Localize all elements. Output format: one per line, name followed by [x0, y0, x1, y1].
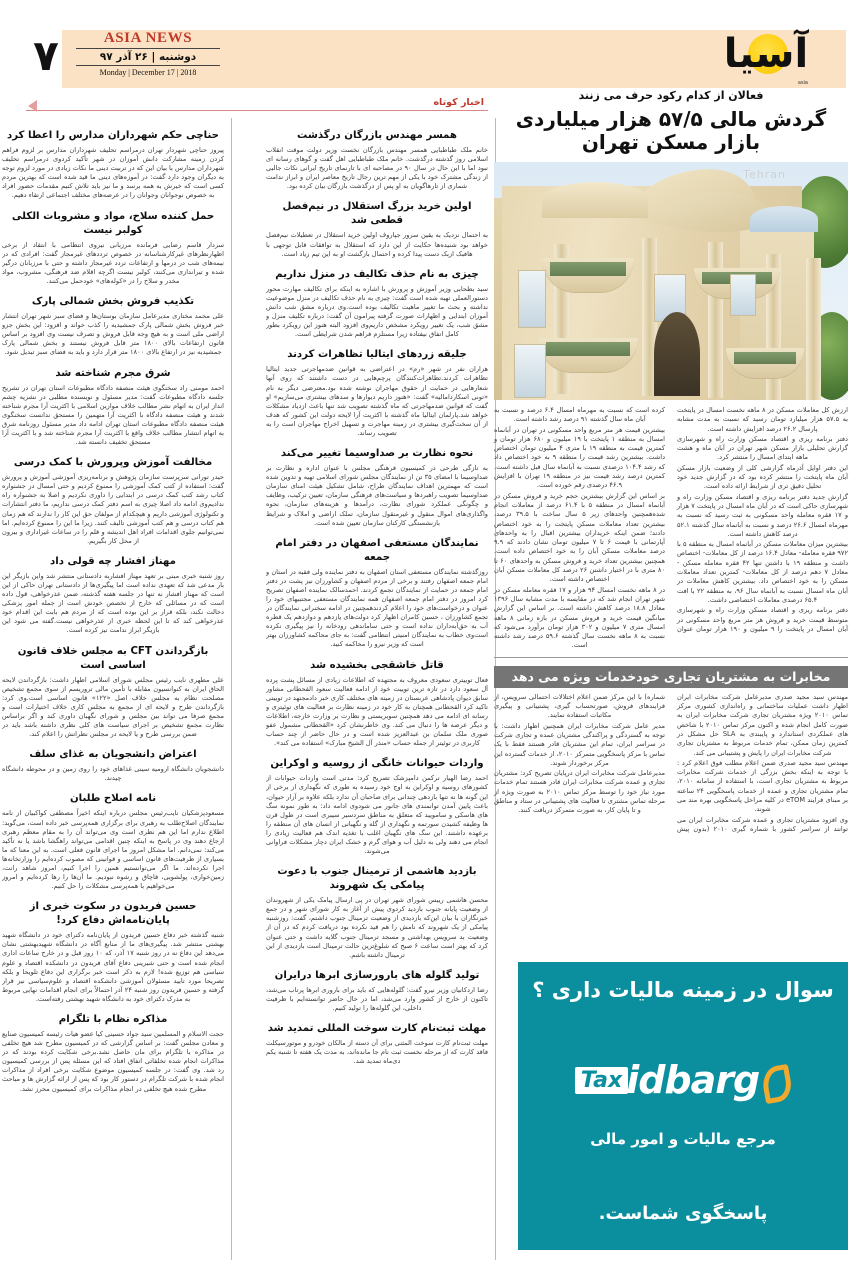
masthead-divider-bottom: [76, 65, 220, 66]
short-news-headline[interactable]: اعتراض دانشجویان به غذای سلف: [29, 749, 197, 761]
butterfly-leaf-icon: [761, 1060, 791, 1100]
ad-brand-name: idbarg: [626, 1058, 760, 1102]
short-news-headline[interactable]: مخالفت آموزش وپرورش با کمک درسی: [13, 457, 213, 469]
short-news-label: اخبار کوتاه: [427, 97, 488, 108]
short-news-body: شنبه گذشته خبر دفاع حسین فریدون از پایان‌نامه دکترای خود در دانشگاه شهید بهشتی منتشر شد. پیگیری‌های ما از منابع آگاه در دانشگاه شهیدبهشتی نشان می‌دهد این دفاع نه در روز شنبه ۱۷ آذر، که ۱۰ روز قبل و در خارج ساعات اداری انجام شده است و حتی شیرینی دفاع آقای فریدون در دانشکده اقتصاد و علوم سیاسی هم توزیع شده! لازم به ذکر است خبر برگزاری این دفاع تلویحا و بلکه تصریحا مورد تایید مسئولان آموزشی دانشکده اقتصاد و علوم‌سیاسی نیز قرار گرفته و حسین فریدون روز شنبه ۲۴ آذر احتمالاً برای انجام اقدامات نهایی مربوط به مدرک دکترای خود به دانشگاه شهید بهشتی رفته‌است.: [2, 931, 224, 1003]
short-news-headline[interactable]: جلیقه زردهای ایتالیا تظاهرات کردند: [287, 349, 467, 361]
page-number: ۷: [33, 31, 59, 80]
telecom-paragraph: وی افزود مشتریان تجاری و عمده شرکت مخابرات ایران می توانند از سراسر کشور با شماره گیری ۲۰۱۰ (بدون پیش شماره) با این مرکز ضمن اعلام اختلالات احتمالی سرویس، از فرایندهای فروش، صورتحساب گیری، پشتیبانی و پیگیری مکاتبات استفاده نمایند.: [494, 692, 848, 833]
masthead-info: [68, 30, 228, 79]
ad-brand-suffix: Tax: [575, 1067, 628, 1094]
short-news-headline[interactable]: مهناز افشار چه قولی داد: [50, 555, 176, 567]
lead-paragraph: گزارش جدید دفتر برنامه ریزی و اقتصاد مسکن وزارت راه و شهرسازی حاکی است که در آبان ماه امسال در پایتخت ۷ هزار و ۱۷ فقره معامله واحد مسکونی به ثبت رسید که نسبت به مهرماه امسال ۲۶.۶ درصد و نسبت به آبانماه سال گذشته ۵۲.۱ درصد کاهش داشته است.: [677, 492, 849, 538]
short-news-body: رضا اردکانیان وزیر نیرو گفت: گلوله‌هایی که باید برای باروری ابرها پرتاب می‌شد، تاکنون از خارج از کشور وارد می‌شد، اما در حال حاضر توانسته‌ایم با ظرفیت داخلی، این گلوله‌ها را تولید کنیم.: [266, 985, 488, 1012]
balcony-glass-upper-left: [550, 262, 626, 276]
short-news-body: مهلت ثبت‌نام کارت سوخت المثنی برای آن دسته از مالکان خودرو و موتورسیکلت فاقد کارت که از مرحله نخست ثبت نام جا مانده‌اند، به مدت یک هفته تا شنبه یکم دی‌ماه تمدید شد.: [266, 1039, 488, 1066]
lead-paragraph: دفتر برنامه ریزی و اقتصاد مسکن وزارت راه و شهرسازی متوسط قیمت خرید و فروش هر متر مربع واحد مسکونی در آبان امسال در پایتخت را ۹ میلیون و ۱۹۰ هزار تومان عنوان کرده است که نسبت به مهرماه امسال ۶.۴ درصد و نسبت به آبان ماه سال گذشته ۹۱ درصد رشد داشته است.: [494, 406, 848, 633]
short-news-body: به تازگی طرحی در کمیسیون فرهنگی مجلس با عنوان اداره و نظارت بر صداوسیما با امضای ۳۵ تن از نمایندگان مجلس شورای اسلامی تهیه و تدوین شده است که مهمترین اهداف نمایندگان طراح، شامل تشکیل هیئت امنای سازمان صداوسیما تصویب راهبردها و سیاست‌های فرهنگی سازمان، تعیین ترکیب، وظایف و چگونگی عملکرد شورای نظارت، درآمدها و هزینه‌های سازمان، نحوه واگذاری‌های اموال منقول و غیرمنقول سازمان، تملک اراضی و املاک و شرایط بازنشستگی کارکنان سازمان تعیین شده است.: [266, 464, 488, 527]
short-news-body: دانشجویان دانشگاه ارومیه سینی غذاهای خود را روی زمین و در محوطه دانشگاه چیدند.: [2, 765, 224, 783]
short-news-headline[interactable]: چیزی به نام حذف تکالیف در منزل نداریم: [275, 268, 479, 280]
short-news-headline[interactable]: نمایندگان مستعفی اصفهان در دفتر امام جمعه: [275, 537, 479, 563]
short-news-headline[interactable]: اولین خرید بزرگ استقلال در نیم‌فصل قطعی شد: [282, 201, 472, 227]
short-news-body: سردار قاسم رضایی فرمانده مرزبانی نیروی انتظامی با انتقاد از برخی اظهارنظرهای غیرکارشناسانه در خصوص ترددهای غیرمجاز گفت: افرادی که در نیمه‌های شب در درمها و ارتفاعات تردد غیرمجاز داشته و حتی با مرزبانان درگیر شده و تیراندازی می‌کنند، کولبر نیست اگرچه اقلام ضد فرهنگی، مشروب، مواد مخدر و سلاح را در «کوله‌های» خودحمل می‌کنند.: [2, 240, 224, 285]
short-news-headline[interactable]: همسر مهندس بازرگان درگذشت: [297, 130, 457, 141]
entrance-arch: [654, 312, 700, 396]
issue-date-fa: دوشنبه | ۲۶ آذر ۹۷: [99, 51, 197, 63]
short-news-headline[interactable]: بازدید هاشمی از ترمینال جنوب با دعوت پیامکی یک شهروند: [277, 866, 477, 892]
short-news-headline[interactable]: حناچی حکم شهرداران مدارس را اعطا کرد: [6, 130, 220, 141]
ad-footer-text: پاسخگوی شماست.: [598, 1203, 768, 1224]
window-right-upper: [730, 274, 756, 316]
short-news-body: روزگذشته نمایندگان مستعفی استان اصفهان به دفتر نماینده ولی فقیه در استان و امام جمعه اصفهان رفتند و برخی از مردم اصفهان و کشاورزان نیز پشت در دفتر امام جمعه در حمایت از نمایندگان تجمع کردند. احمدسالک نماینده اصفهان تصریح کرد امروز در دفتر امام جمعه اصفهان همه نمایندگان مستعفی مجتبیهای خود را عنوان و درخواست‌های خود را اعلام کردند‌همچنین در ادامه سخنرانی نمایندگان در تجمع کشاورزان ، حسین کامران اظهار کرد دولت‌های یازدهم و دوازدهم یک قطره آب به حق‌آبه‌داران نداده است و حتی ساماندهی رودخانه را نیز پیگیری نکرده است‌وی خطاب به نمایندگان امنیتی انتظامی گفت: به جای محاکمه کشاورزان بهتر است که وزیر نیرو را محاکمه کنید.: [266, 567, 488, 649]
window-left-upper: [518, 270, 546, 328]
masthead: [0, 28, 866, 90]
lead-headline-line-2: بازار مسکن تهران: [581, 130, 761, 154]
lead-paragraph: در ۸ ماهه نخست امسال ۹۴ هزار و ۱۷ فقره معامله مسکن در شهر تهران انجام شد که در مقایسه با مدت مشابه سال ۱۳۹۶ معادل ۱۸.۸ درصد کاهش داشته است. بر اساس این گزارش میانگین قیمت خرید و فروش مسکن در بازه زمانی ۸ ماهه امسال متری ۷ میلیون و ۳۰۲ هزار تومان برآورد می‌شود که نسبت به ۸ ماهه نخست سال گذشته ۵۹.۶ درصد رشد داشته است.: [494, 585, 666, 650]
short-news-body: احمد رضا الهیار ترکمن دامپزشک تصریح کرد: مدتی است واردات حیوانات از کشورهای روسیه و اوکراین به اوج خود رسیده به طوری که نگهداری از برخی از این گونه ها نه تنها بازدهی چندانی برای صاحبان آن ندارد بلکه علاوه بر آزار حیوان، باعث پایین آمدن توانمندی های جانور می شود‌وی ادامه داد: به طور نمونه سگ های هاسکی و سامویید که متعلق به مناطق سردسیر سیبری است در طول قرن ها وظیفه کشیدن سورتمه و نگهداری از گله و نگهبانی از انسان های آن منطقه را برعهده داشتند. این سگ های نگهبان اغلب با تغذیه اندک هم فعالیت زیادی را انجام می دهند ولی به دلیل آب و هوای گرم و خشک ایران دچار مشکلات فراوانی می‌شوند.: [266, 774, 488, 856]
ad-tagline: مرجع مالیات و امور مالی: [590, 1130, 776, 1148]
logo-wordmark: آسیا: [723, 31, 809, 77]
advertisement-bidbarg-tax[interactable]: [518, 962, 848, 1250]
photo-watermark: Tehran: [743, 168, 786, 181]
short-news-headline[interactable]: حسین فریدون در سکوت خبری از پایان‌نامه‌اش دفاع کرد!: [29, 901, 197, 927]
lead-paragraph: ارزش کل معاملات مسکن در ۸ ماهه نخست امسال در پایتخت به ۵۷.۵ هزار میلیارد تومان رسید که نسبت به مدت مشابه پارسال ۲۶.۲ درصد افزایش داشته است.: [677, 406, 849, 433]
lead-paragraph: بر اساس این گزارش بیشترین حجم خرید و فروش مسکن در آبانماه امسال در منطقه ۵ با ۶۱.۴ درصد از معاملات انجام شده‌همچنین واحدهای زیر ۵ سال ساخت با ۳۹.۵ درصد، بیشترین تعداد معاملات مسکن پایتخت را به خود اختصاص دادند؛ ضمن اینکه خریداران بیشترین اقبال را به واحدهای آپارتمانی با قیمت ۶ تا ۷ میلیون تومان نشان دادند که ۹.۹ درصد معاملات مسکن آبان را به خود اختصاص داده است. همچنین بیشترین تعداد خرید و فروش مسکن به واحدهای ۶۰ تا ۸۰ متری با در اختیار داشتن ۲۶ درصد کل معاملات مسکن آبان اختصاص داشته است.: [494, 491, 666, 584]
short-news-body: حجت الاسلام و المسلمین سید جواد حسینی کیا عضو هیات رئیسه کمیسیون صنایع و معادن مجلس گفت: بر اساس گزارشی که در کمیسیون مطرح شد هیچ تخلفی در مذاکره با تلگرام برای مان حاصل نشد.برخی شکایت کرده بودند که در مذاکرات انجام شده تخلفاتی اتفاق افتاد که این مسئله پس از بررسی کمیسیون رد شد. وی گفت: در جلسه کمیسیون موضوع شکایت برخی افراد از مذاکرات انجام شده با شرکت تلگرام در دستور کار بود که پس از ارائه گزارش ها و مباحث مطرح شده هیچ تخلفی در انجام مذاکرات برای کمیسیون محرز نشد.: [2, 1030, 224, 1093]
short-news-headline[interactable]: تکذیب فروش بخش شمالی پارک: [31, 296, 195, 308]
play-triangle-icon: [28, 100, 37, 112]
logo-subtext: asia: [797, 80, 808, 86]
short-news-body: به احتمال نزدیک به یقین سرور جپاروف اولین خرید استقلال در تعطیلات نیم‌فصل خواهد بود شنیده‌ها حکایت از این دارد که استقلال به توافقات قابل توجهی با هافبک ازبک دست پیدا کرده و احتمال بازگشت او به این تیم زیاد است.: [266, 231, 488, 258]
short-news-body: محسن هاشمی رییس شورای شهر تهران در پی ارسال پیامک یکی از شهروندان از وضعیت پایانه جنوب بازدید کردوی پیش از آغاز به کار شورای شهر و در جمع خبرنگاران با بیان این‌که بازدیدی از وضعیت ترمینال جنوب داشتم، گفت: روزشنبه پیامکی از یک شهروند که نامش را هم قید نکرده بود دریافت کردم که در آن از وضعیت بد سرویس بهداشتی و مسجد ترمینال جنوب گلایه داشت و حتی عنوان کرد که بهتر است ساعت ۶ صبح که شلوغ‌ترین حالت ترمینال است بازدیدی از این ترمینال داشته باشم.: [266, 896, 488, 959]
masthead-divider-top: [76, 48, 220, 49]
short-news-body: علی محمد مختاری مدیرعامل سازمان بوستان‌ها و فضای سبز شهر تهران انتشار خبر فروش بخش شمالی پارک جمشیدیه را کذب خواند و افزود: این بخش جزو اراضی ملی است و به هیچ وجه قابل فروش و تصرف نیست وی افزود بر اساس قانون ارتفاعات بالای ۱۸۰۰ متر قابل فروش نیستند و بخش شمالی پارک جمشیدیه نیز در ارتفاع بالای ۱۸۰۰ متر قرار دارد و باید به فضای سبز تبدیل شود.: [2, 312, 224, 357]
short-news-body: هزاران نفر در شهر «رم» در اعتراضی به قوانین ضدمهاجرتی جدید ایتالیا تظاهرات کردند.تظاهرات‌کنندگان پرچم‌هایی در دست داشتند که روی آنها شعارهایی در حمایت از حقوق مهاجران نوشته شده بود.معترضی دیگر به نام «تونی اسکاردامالیه» گفت: «هنوز داریم دیوارها و سدهای بیشتری می‌سازیم» او گفت که قوانین ضدمهاجرتی که ماه گذشته تصویب شد تنها باعث ازدیاد مشکلات خواهد شد.پارلمان ایتالیا ماه گذشته با اکثریت آرا لایحه دولت این کشور که هدف از آن سخت‌گیری بیشتری در زمینه مهاجرت و تسهیل اخراج مهاجران است را به تصویب رساند.: [266, 365, 488, 437]
short-news-body: علی مطهری نایب رئیس مجلس شورای اسلامی اظهار داشت: بازگرداندن لایحه الحاق ایران به کنوانسیون مقابله با تأمین مالی تروریسم از سوی مجمع تشخیص مصلحت نظام به مجلس خلاف اصل «۱۲۲» قانون اساسی است.وی کرد: بازگرداندن طرح و لایحه ای از مجمع به مجلس کاری خلاف اختیارات است و مجمع صرفا می تواند بین مجلس و شورای نگهبان داوری کند و اگر براساس نظارت مجمع تشخیص بر اجرای سیاست های کلی نظری داشته باشد باید در ضمن بررسی طرح و یا لایحه در مجلس نظراتش را اعلام کند.: [2, 675, 224, 739]
asia-logo: [712, 26, 822, 88]
lead-article: [494, 88, 848, 834]
issue-date-en: Monday | December 17 | 2018: [99, 68, 197, 77]
short-news-body: فعال توییتری سعودی معروف به مجتهده که اطلاعات زیادی از مسائل پشت پرده آل سعود دارد در تازه ترین توییت خود از ادامه فعالیت سعود القحطانی مشاور سابق دیوان پادشاهی عربستان در زمینه های مختلف کاری خبر دادمجتهد در توییتی تاکید کرد القحطانی همچنان به کار خود در زمینه نظارت بر فعالیت های توئیتری و رسانه ای ادامه می دهد همچنین سوبریستی و نظارت بر وزارت خارجه، اطلاعات و دیگر عرصه ها را دنبال می کند. وی خاطرنشان کرد «القحطانی مشمول عفو صوری ملک سلمان بن عبدالعزیز شده است و در حال حاضر از چند حساب کاربری در توئیتر از جمله حساب «منذر آل الشیخ مبارک» استفاده می کند».: [266, 675, 488, 748]
telecom-article-body: [494, 693, 848, 834]
short-news-headline[interactable]: تولید گلوله های بارورسازی ابرها درایران: [274, 969, 480, 981]
short-news-column-2: [266, 120, 488, 1260]
short-news-body: خانم ملک طباطبایی همسر مهندس بازرگان نخست وزیر دولت موقت انقلاب اسلامی روز گذشته درگذشت. خانم ملک طباطبایی اهل گفت و گوهای رسانه ای نبود اما با این حال در سال ۹۰ در مصاحبه ای با تارنمای تاریخ ایرانی نکات جالبی از زندگی مشترک خود با یکی از مهم ترین رجال تاریخ معاصر ایران و ابراز ندامت شماری از تارهاگویان به او پس از درگذشت بازرگان بیان کرده بود.: [266, 146, 488, 191]
dome-left: [542, 182, 648, 218]
short-news-headline[interactable]: بازگرداندن CFT به مجلس خلاف قانون اساسی است: [17, 645, 209, 671]
short-news-section-bar: [26, 98, 488, 114]
balcony-glass-lower-right: [734, 352, 796, 364]
balcony-glass-lower-left: [546, 342, 630, 356]
ad-question: سوال در زمینه مالیات داری ؟: [532, 978, 834, 1002]
window-left-lower: [514, 344, 546, 398]
short-news-headline[interactable]: نامه اصلاح طلبان: [69, 793, 157, 805]
short-news-body: مسعودپزشکیان نایب‌رئیس مجلس درباره اینکه اخیراً مصطفی کواکبیان از نامه نمایندگان اصلاح‌طلب به رهبری برای برگزاری همه‌پرسی خبر داده است، می‌گوید: اطلاع ندارم اما این هم نظری است وی می‌تواند آن را به مقام معظم رهبری ارجاع دهند‌ وی در پاسخ به اینکه چنین اقدامی می‌تواند راهگشا باشد یا نه تأکید می‌کند: نمی‌دانم. اما مشکل امروز ما اجرای قانون فعلی است. به این معنا که ما بسیاری از ظرفیت‌های قانون اساسی و قوانینی که مصوب کرده‌ایم را وزارتخانه‌ها اجرا نکرده‌اند. ما اگر می‌توانستیم همین را اجرا کنیم، امروز شاهد رانت، زمین‌خواری، پولشویی، قاچاق و رشوه نبودیم. ما آن‌ها را رها کرده‌ایم و امروز می‌خواهیم با همه‌پرسی مشکلات را حل کنیم.: [2, 809, 224, 891]
short-news-headline[interactable]: واردات حیوانات خانگی از روسیه و اوکراین: [270, 758, 484, 770]
column-5: [806, 258, 821, 400]
lead-paragraph: بیشترین میزان معاملات مسکن در آبانماه امسال به منطقه ۵ با ۹۷۲ فقره معامله- معادل ۱۶.۴ درصد از کل معاملات- اختصاص داشت و منطقه ۱۹ با داشتن تنها ۴۲ فقره معامله مسکن - معادل ۷ دهم درصد از کل معاملات- کمترین تعداد معاملات مسکن را به خود اختصاص داد. بیشترین کاهش معاملات در آبان ماه امسال نسبت به آبانماه سال ۹۶، به منطقه ۲۲ با افت ۶۵.۴ درصدی معاملات اختصاصی داشت.: [677, 540, 849, 604]
short-news-body: حیدر تورانی سرپرست سازمان پژوهش و برنامه‌ریزی آموزشی آموزش و پرورش گفت: استفاده از کتب کمک آموزشی را ممنوع کردیم و حتی امسال در جشنواره کتاب رشد کتب کمک درسی در ابتدایی را داوری نکردیم و اصلا به جشنواره راه ندادیم‌وی ادامه داد اصلا چیزی به اسم دفتر کمک درسی نداریم، ما دفتر انتشارات و تکنولوژی آموزشی داریم و هیچکدام از مولفان حق این کار را ندارند که هم زمان هم کتاب درسی و هم کتب آموزشی تالیف کنند. زیرا ما این را ممنوع کرده‌ایم. اما نمی‌توانیم جلوی اقدامات افراد اهل اندیشه و قلم را در ساعات غیراداری و بیرون از محل کار بگیریم.: [2, 473, 224, 545]
lead-headline-line-1: گردش مالی ۵۷/۵ هزار میلیاردی: [515, 107, 827, 131]
short-news-body: احمد مومنی راد سخنگوی هیئت منصفه دادگاه مطبوعات استان تهران در تشریح جلسه دادگاه مطبوعات گفت: مدیر مسئول و نویسنده مطلبی در نشریه چشم انداز ایران به اتهام نشر مطالب خلاف موازین اسلامی با اکثریت آرا مجرم شناخته شدند و هیئت منصفه دادگاه با اکثریت آرا متهمین را مستحق ندانست سخنگوی هیئت منصفه دادگاه مطبوعات استان تهران ادامه داد مدیر مسئول روزنامه شرق به اتهام انتشار مطالب خلاف واقع با اکثریت آرا مجرم شناخته شد و با اکثریت آرا مستحق تخفیف دانسته شد.: [2, 383, 224, 447]
ad-logo: [518, 1058, 848, 1134]
short-news-headline[interactable]: نحوه نظارت بر صداوسیما تغییر می‌کند: [280, 448, 474, 460]
section-rule: [26, 110, 488, 111]
short-news-headline[interactable]: مذاکره نظام با تلگرام: [58, 1014, 168, 1025]
column-divider-2: [231, 118, 232, 1260]
dome-right: [750, 206, 818, 232]
lead-paragraph: دفتر برنامه ریزی و اقتصاد مسکن وزارت راه و شهرسازی گزارش تحلیلی بازار مسکن شهر تهران در آبان ماه و هشت ماهه ابتدای امسال را منتشر کرد.: [677, 434, 848, 462]
lead-article-bottom-rule: [494, 657, 848, 658]
short-news-body: روز شنبه خبری مبنی بر تعهد مهناز افشاربه دادستانی منتشر شد واین بازیگر این بار مدعی شد که تعهدی نداده است اما پیگیری‌ها از دادستانی تهران حاکی از این است که مهناز افشار نه تنها در جلسه هفته گذشته، ضمن عذرخواهی، قول داده است که در مسائلی که خارج از تخصص خودش است از جمله امور پزشکی دخالت نکند، بلکه قرار بر این بوده است که از مردم هم بابت این اقدام خود عذرخواهی کند که تا این لحظه خبری از عذرخواهی نیست.گفته می شود این بازیگر ابراز ندامت نیز کرده است.: [2, 571, 224, 635]
telecom-paragraph: مدیرعامل شرکت مخابرات ایران درپایان تصریح کرد: مشتریان تجاری و عمده شرکت مخابرات ایران قادر هستند تمام خدمات مورد نیاز خود را توسط مرکز تماس ۲۰۱۰ به صورت ویژه از مرحله تماس مشتری تا فعالیت های پشتیبانی در ستاد و مناطق و تا پایان کار، به صورت متمرکز دریافت کنند.: [494, 769, 665, 815]
telecom-paragraph: مدیر عامل شرکت مخابرات ایران همچنین اظهار داشت: با توجه به گستردگی و پراکندگی مشتریان عمده و تجاری شرکت در سراسر ایران، تمام این مشتریان قادر هستند فقط با یک تماس با مرکز پاسخگویی متمرکز ۲۰۱۰، از خدمات گسترده این مرکز برخوردار شوند.: [494, 721, 666, 767]
short-news-column-1: [2, 120, 224, 1260]
telecom-paragraph: مهندس سید مجید صدری ضمن اعلام مطلب فوق اعلام کرد : با توجه به اینکه بخش بزرگی از خدمات شرکت مخابرات مربوط به مشتریان تجاری است، با استفاده از سامانه ۲۰۱۰، تمام مشتریان تجاری و عمده از خدمات پاسخگویی ۲۴ ساعته بر مبنای فرایند eTOM در کلیه مراحل پاسخگویی بهره مند می شوند.: [677, 758, 848, 814]
short-news-headline[interactable]: شرق مجرم شناخته شد: [55, 367, 171, 379]
short-news-headline[interactable]: مهلت ثبت‌نام کارت سوخت المللی تمدید شد: [267, 1023, 487, 1035]
telecom-paragraph: مهندس سید مجید صدری مدیرعامل شرکت مخابرات ایران اظهار داشت عملیات ساختمانی و راه‌اندازی کشوری مرکز تماس ۲۰۱۰ ویژه مشتریان تجاری شرکت مخابرات ایران به صورت کامل انجام شده و اکنون مرکز تماس ۲۰۱۰ با شاخص های عملکردی استاندارد و پایبندی به SLA حل مشکل در کمترین زمان ممکن، تمام خدمات مربوط به مشتریان تجاری شرکت مخابرات ایران را پایش و پشتیبانی می کند.: [677, 692, 849, 757]
lead-paragraph: این دفتر اوایل آذرماه گزارشی کلی از وضعیت بازار مسکن آبان ماه پایتخت را منتشر کرده بود که در گزارش جدید خود تحلیل دقیق تری از شرایط ارائه داده است.: [677, 463, 848, 491]
lead-photo: [494, 162, 848, 400]
short-news-body: سید بطحایی وزیر آموزش و پرورش با اشاره به اینکه برای تکالیف مهارت محور دستورالعملی تهیه شده است گفت: چیزی به نام حذف تکالیف در منزل موضوعیت نداشته و بحث ما تغییر ماهیت تکالیف بوده است.وی درباره مشق شب دانش آموزان ابتدایی و اظهارات صورت گرفته پیرامون آن گفت: درباره تکلیف منزل و مشق شب، یک تغییر رویکرد مشخص داریم‌وی افزود البته هنوز این رویکرد بطور کامل اتفاق نیفتاده زیرا مستلزم فراهم شدن شرایطی است.: [266, 284, 488, 339]
short-news-headline[interactable]: حمل کننده سلاح، مواد و مشروبات الکلی کولبر نیست: [11, 210, 215, 236]
lead-kicker: فعالان از کدام رکود حرف می زنند: [578, 89, 764, 102]
telecom-section-title: مخابرات به مشتریان تجاری خودخدمات ویژه می دهد: [494, 666, 848, 688]
lead-paragraph: بیشترین قیمت هر متر مربع واحد مسکونی در تهران در آبانماه امسال به منطقه ۱ پایتخت با ۱۹ میلیون و ۶۸۰ هزار تومان و کمترین قیمت به منطقه ۱۹ با متری ۴ میلیون تومان اختصاص داشت. بیشترین رشد قیمت را منطقه ۹ به خود اختصاص داد که رشد ۱۰۴.۴ درصدی نسبت به آبانماه سال قبل داشته است. کمترین درصد رشد قیمت نیز در منطقه ۱۹ تهران با افزایش ۴۶.۹ درصدی رقم خورده است.: [494, 425, 666, 490]
brand-name-en: ASIA NEWS: [103, 30, 193, 46]
short-news-headline[interactable]: قاتل خاشقجی بخشیده شد: [310, 659, 444, 671]
column-3: [708, 242, 723, 398]
short-news-body: پیروز حناچی شهردار تهران درمراسم تحلیف شهرداران مدارس بر لزوم فراهم کردن زمینه مشارکت دانش آموزان در شهر تأکید کردوی درمراسم تحلیف شهرداران مدارس با بیان این که در تربیت دینی ما نکات زیادی در مورد لزوم توجه به دیگران وجود دارد گفت: در آموزه‌های دینی ما قید شده است که بهترین مردم کسی است که خیرش به همه برسد و ما نیز باید تلاش کنیم مقدمات حضور افراد به خصوص نوجوانان وجوانان را در عرصه‌های مختلف اجتماعی ارتقاء دهیم.: [2, 146, 224, 200]
lead-article-body: [494, 406, 848, 651]
